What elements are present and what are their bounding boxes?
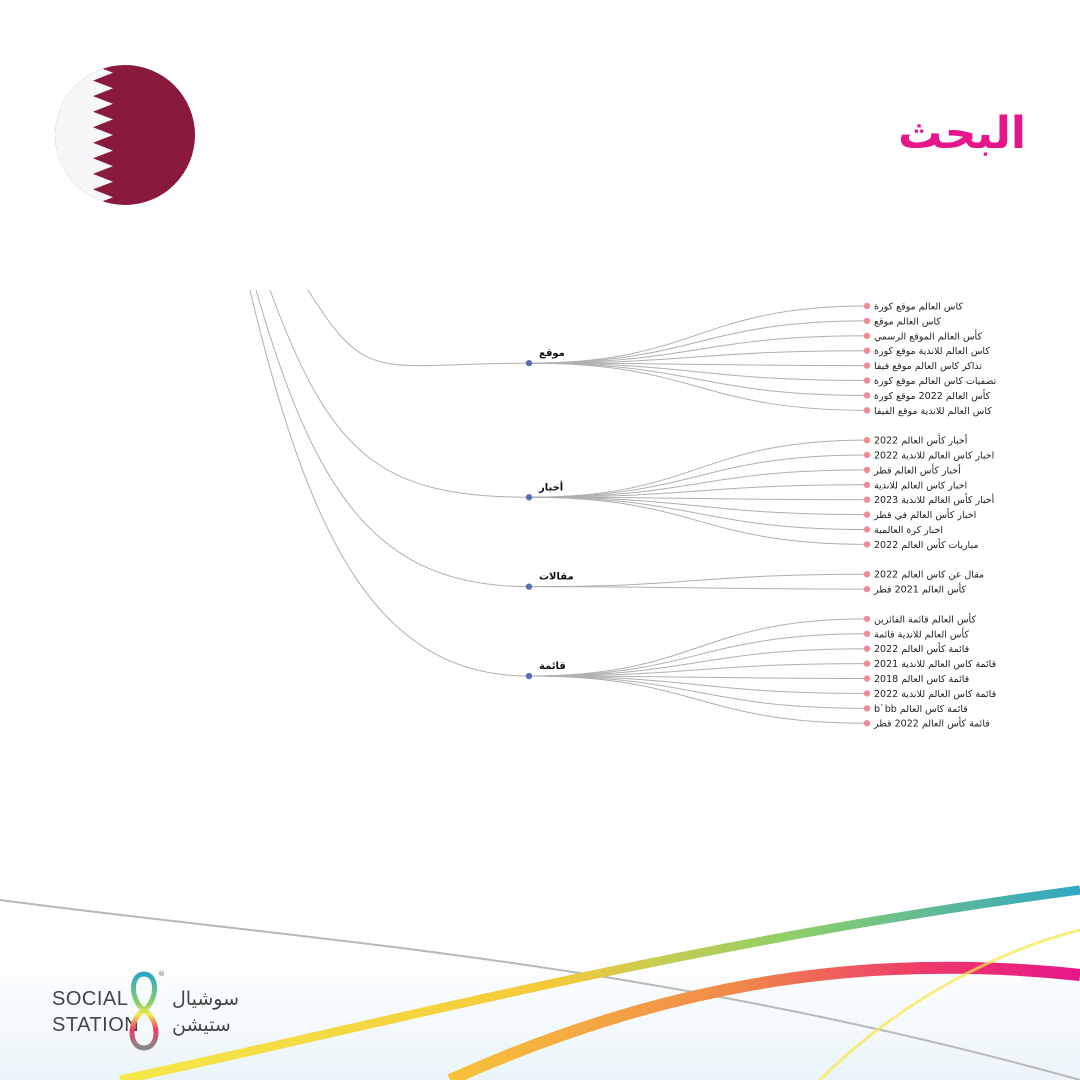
leaf-label: أخبار كأس العالم 2022 [874, 435, 968, 447]
leaf-node [864, 541, 870, 547]
leaf-label: كأس العالم 2022 موقع كورة [874, 390, 991, 402]
leaf-node [864, 705, 870, 711]
registered-mark: ® [158, 970, 165, 978]
leaf-node [864, 690, 870, 696]
logo-text-ar-line1: سوشيال [172, 988, 239, 1010]
branch-node [526, 360, 532, 366]
leaf-node [864, 318, 870, 324]
leaf-link [529, 676, 867, 708]
leaf-node [864, 348, 870, 354]
leaf-link [529, 363, 867, 410]
leaf-node [864, 526, 870, 532]
leaf-node [864, 467, 870, 473]
leaf-label: تصفيات كاس العالم موقع كورة [874, 376, 997, 387]
logo-text-ar-line2: ستيشن [172, 1014, 231, 1036]
leaf-label: كاس العالم موقع [874, 316, 941, 328]
leaf-node [864, 586, 870, 592]
leaf-node [864, 333, 870, 339]
leaf-label: اخبار كاس العالم للاندية 2022 [874, 450, 995, 462]
leaf-node [864, 497, 870, 503]
leaf-node [864, 362, 870, 368]
leaf-label: مباريات كأس العالم 2022 [874, 539, 979, 551]
branch-node [526, 583, 532, 589]
leaf-node [864, 452, 870, 458]
root-link [270, 290, 529, 497]
leaf-node [864, 660, 870, 666]
infinity-8-icon [124, 968, 164, 1054]
leaf-label: b`bb قائمة كاس العالم [874, 703, 968, 715]
leaf-link [529, 619, 867, 676]
logo-text-en-line2: STATION [52, 1014, 140, 1036]
leaf-node [864, 407, 870, 413]
leaf-label: كاس العالم موقع كورة [874, 301, 963, 313]
branch-label: أخبار [539, 482, 564, 494]
leaf-link [529, 363, 867, 395]
leaf-label: كاس العالم للاندية موقع الفيفا [874, 405, 992, 417]
leaf-link [529, 497, 867, 544]
leaf-label: تذاكر كاس العالم موقع فيفا [874, 361, 983, 373]
leaf-node [864, 646, 870, 652]
leaf-node [864, 511, 870, 517]
leaf-label: كأس العالم قائمة الفائزين [874, 614, 976, 626]
leaf-label: أخبار كأس العالم للاندية 2023 [874, 495, 995, 507]
leaf-label: اخبار كرة العالمية [874, 525, 944, 536]
leaf-node [864, 377, 870, 383]
branch-label: موقع [539, 348, 565, 360]
leaf-node [864, 392, 870, 398]
leaf-link [529, 470, 867, 497]
social-station-logo [52, 968, 252, 1054]
leaf-link [529, 306, 867, 363]
leaf-label: قائمة كأس العالم 2022 [874, 644, 970, 656]
leaf-label: اخبار كاس العالم للاندية [874, 480, 968, 492]
leaf-label: قائمة كاس العالم 2018 [874, 674, 970, 685]
leaf-label: كأس العالم 2021 قطر [874, 584, 967, 596]
leaf-node [864, 437, 870, 443]
leaf-node [864, 616, 870, 622]
leaf-label: كأس العالم للاندية قائمة [874, 629, 969, 641]
leaf-node [864, 482, 870, 488]
leaf-label: قائمة كأس العالم 2022 قطر [874, 718, 990, 730]
leaf-link [529, 336, 867, 363]
root-link [256, 290, 529, 587]
leaf-node [864, 631, 870, 637]
leaf-label: أخبار كأس العالم قطر [874, 465, 961, 477]
leaf-link [529, 676, 867, 723]
leaf-node [864, 720, 870, 726]
leaf-link [529, 587, 867, 589]
leaf-link [529, 649, 867, 676]
branch-label: مقالات [539, 571, 574, 583]
leaf-label: قائمة كاس العالم للاندية 2021 [874, 659, 997, 671]
branch-node [526, 494, 532, 500]
leaf-node [864, 303, 870, 309]
branch-node [526, 673, 532, 679]
root-link [308, 290, 529, 366]
leaf-label: كأس العالم الموقع الرسمي [874, 331, 982, 343]
leaf-link [529, 440, 867, 497]
leaf-label: مقال عن كاس العالم 2022 [874, 569, 985, 581]
leaf-label: اخبار كأس العالم في قطر [874, 510, 977, 522]
leaf-node [864, 571, 870, 577]
page-title: البحث [898, 108, 1026, 159]
leaf-label: كاس العالم للاندية موقع كورة [874, 346, 990, 358]
leaf-link [529, 571, 867, 586]
leaf-node [864, 675, 870, 681]
leaf-link [529, 497, 867, 529]
leaf-label: قائمة كاس العالم للاندية 2022 [874, 688, 997, 700]
root-link [250, 290, 529, 676]
branch-label: قائمة [539, 661, 566, 673]
logo-text-en-line1: SOCIAL [52, 988, 129, 1010]
